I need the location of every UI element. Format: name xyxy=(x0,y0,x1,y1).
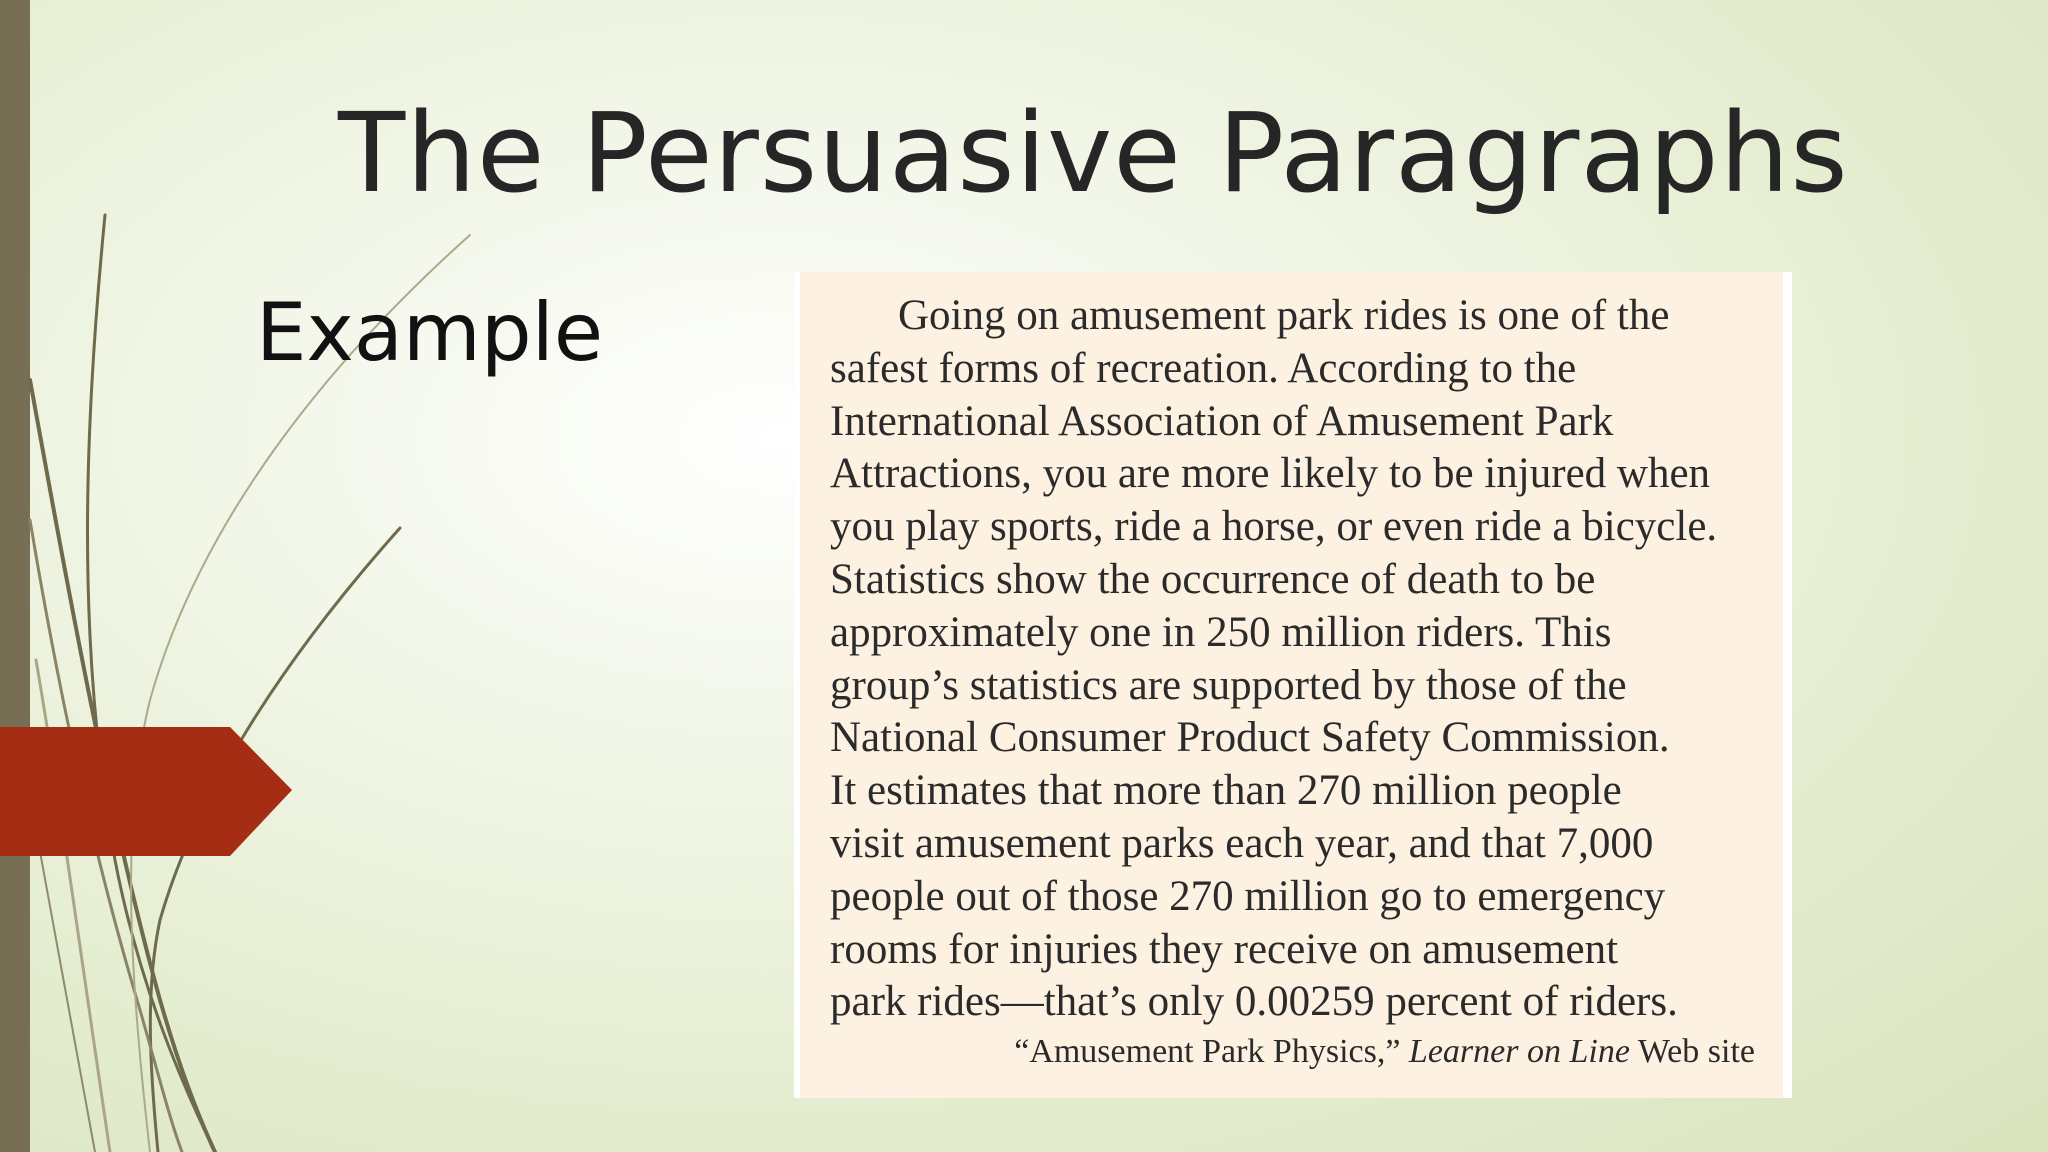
excerpt-line: rooms for injuries they receive on amusement xyxy=(830,925,1619,973)
excerpt-line: approximately one in 250 million riders. This xyxy=(830,608,1612,656)
excerpt-line: you play sports, ride a horse, or even ride a bicycle. xyxy=(830,503,1718,551)
excerpt-citation xyxy=(1014,1032,1755,1072)
slide-title: The Persuasive Paragraphs xyxy=(338,89,1849,217)
accent-arrow-shape xyxy=(0,727,292,856)
citation-source-name: Learner on Line xyxy=(1408,1033,1630,1070)
excerpt-paragraph xyxy=(830,290,1717,1029)
excerpt-line: people out of those 270 million go to emergency xyxy=(830,872,1666,920)
excerpt-line: safest forms of recreation. According to the xyxy=(830,344,1577,392)
excerpt-line: group’s statistics are supported by those of the xyxy=(830,661,1627,709)
citation-source-type: Web site xyxy=(1637,1033,1755,1070)
excerpt-line: Going on amusement park rides is one of the xyxy=(898,292,1670,339)
excerpt-line: Statistics show the occurrence of death to be xyxy=(830,555,1596,603)
excerpt-line: Attractions, you are more likely to be injured when xyxy=(830,450,1711,498)
excerpt-line: International Association of Amusement Park xyxy=(830,397,1614,445)
excerpt-line: visit amusement parks each year, and that 7,000 xyxy=(830,819,1654,867)
excerpt-box xyxy=(794,272,1792,1098)
citation-article-title: “Amusement Park Physics,” xyxy=(1014,1033,1401,1070)
excerpt-line: National Consumer Product Safety Commission. xyxy=(830,714,1670,762)
excerpt-line: park rides—that’s only 0.00259 percent of riders. xyxy=(830,978,1678,1026)
example-heading: Example xyxy=(256,286,604,379)
excerpt-line: It estimates that more than 270 million people xyxy=(830,767,1622,815)
